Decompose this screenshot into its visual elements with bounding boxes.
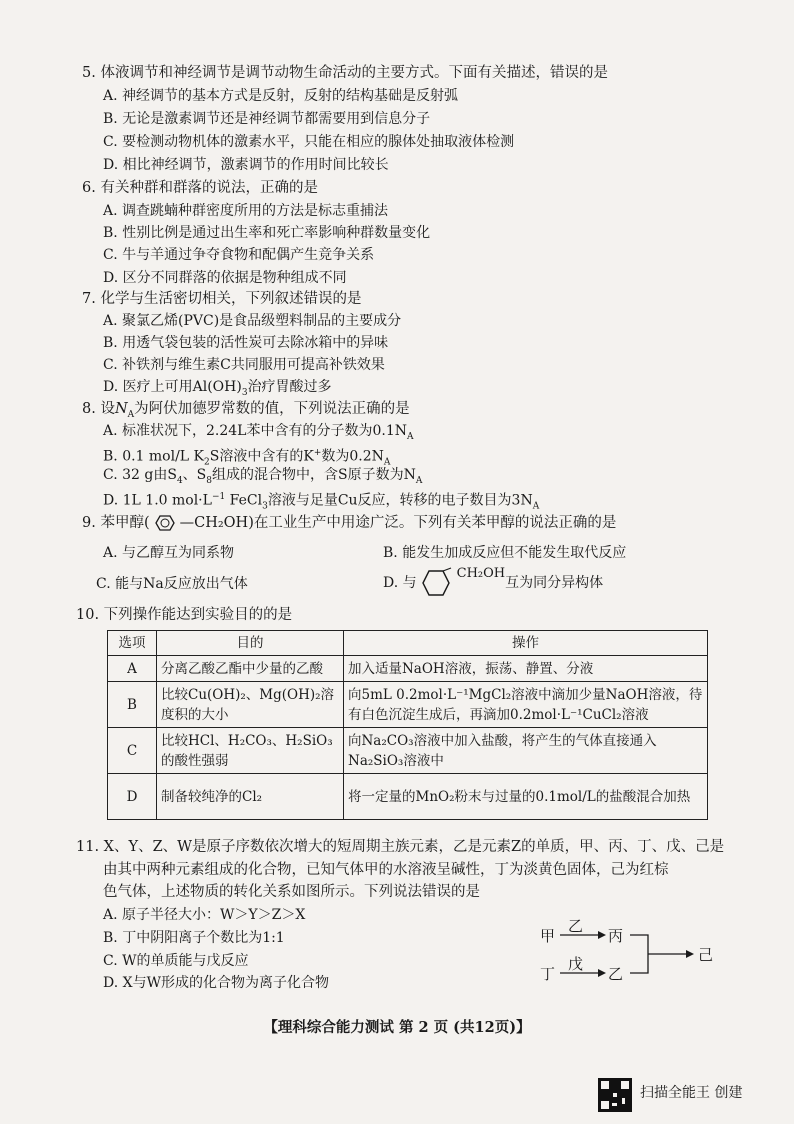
cyclohexane-ring-icon xyxy=(417,566,457,600)
question-5-option-b: B. 无论是激素调节还是神经调节都需要用到信息分子 xyxy=(103,111,431,127)
question-8-option-c: C. 32 g由$S_4$、$S_8$组成的混合物中，含S原子数为$N_A$ xyxy=(103,467,423,486)
question-9-option-c: C. 能与Na反应放出气体 xyxy=(96,576,248,592)
table-cell-goal: 比较HCl、H₂CO₃、H₂SiO₃的酸性强弱 xyxy=(157,728,344,774)
question-9-option-b: B. 能发生加成反应但不能发生取代反应 xyxy=(383,545,627,561)
diagram-wu: 戊 xyxy=(568,955,584,973)
scanner-watermark: 扫描全能王 创建 xyxy=(640,1085,743,1101)
question-5-option-a: A. 神经调节的基本方式是反射，反射的结构基础是反射弧 xyxy=(103,88,459,104)
table-cell-label: D xyxy=(108,774,157,820)
diagram-bing: 丙 xyxy=(608,927,624,945)
question-8-option-a: A. 标准状况下，2.24L苯中含有的分子数为$0.1N_A$ xyxy=(103,423,414,442)
page-footer: 【理科综合能力测试 第 2 页 (共12页)】 xyxy=(263,1019,531,1036)
table-header-goal: 目的 xyxy=(157,631,344,656)
question-11-option-c: C. W的单质能与戊反应 xyxy=(103,953,249,969)
table-header-option: 选项 xyxy=(108,631,157,656)
question-9-option-d: D. 与CH₂OH互为同分异构体 xyxy=(383,566,603,600)
question-8-option-b: B. 0.1 mol/L $K_2S$溶液中含有的K+数为$0.2N_A$ xyxy=(103,448,391,468)
diagram-ji: 己 xyxy=(698,946,714,964)
question-6-stem: 6. 有关种群和群落的说法，正确的是 xyxy=(82,180,318,196)
table-cell-operation: 向Na₂CO₃溶液中加入盐酸，将产生的气体直接通入Na₂SiO₃溶液中 xyxy=(344,728,708,774)
diagram-yi-bottom: 乙 xyxy=(608,965,624,983)
question-7-option-a: A. 聚氯乙烯(PVC)是食品级塑料制品的主要成分 xyxy=(103,313,402,329)
table-header-row xyxy=(108,631,708,656)
question-11-line-1: 11. X、Y、Z、W是原子序数依次增大的短周期主族元素，乙是元素Z的单质，甲、丙、丁、戊、己是 xyxy=(76,839,725,855)
diagram-yi-top: 乙 xyxy=(568,917,584,935)
conversion-diagram xyxy=(530,915,730,995)
table-cell-operation: 向5mL 0.2mol·L⁻¹MgCl₂溶液中滴加少量NaOH溶液，待有白色沉淀生成后，再滴加0.2mol·L⁻¹CuCl₂溶液 xyxy=(344,682,708,728)
table-row xyxy=(108,682,708,728)
question-5-stem: 5. 体液调节和神经调节是调节动物生命活动的主要方式。下面有关描述，错误的是 xyxy=(82,65,608,81)
table-cell-operation: 加入适量NaOH溶液，振荡、静置、分液 xyxy=(344,656,708,682)
table-row xyxy=(108,656,708,682)
table-header-operation: 操作 xyxy=(344,631,708,656)
question-6-option-a: A. 调查跳蝻种群密度所用的方法是标志重捕法 xyxy=(103,203,389,219)
diagram-jia: 甲 xyxy=(540,927,556,945)
table-row xyxy=(108,774,708,820)
question-11-option-b: B. 丁中阴阳离子个数比为1:1 xyxy=(103,930,285,946)
question-6-option-d: D. 区分不同群落的依据是物种组成不同 xyxy=(103,270,347,286)
question-8-stem: 8. 设$N_A$为阿伏加德罗常数的值，下列说法正确的是 xyxy=(82,401,410,420)
table-row xyxy=(108,728,708,774)
question-9-stem: 9. 苯甲醇( —CH₂OH)在工业生产中用途广泛。下列有关苯甲醇的说法正确的是 xyxy=(82,515,617,531)
question-9-option-a: A. 与乙醇互为同系物 xyxy=(103,545,235,561)
question-6-option-b: B. 性别比例是通过出生率和死亡率影响种群数量变化 xyxy=(103,225,431,241)
question-7-option-d: D. 医疗上可用$Al(OH)_3$治疗胃酸过多 xyxy=(103,379,332,398)
question-8-option-d: D. 1L 1.0 $mol\cdot L^{-1}$ FeCl$_3$溶液与足量Cu反应，转移的电子数目为$3N_A$ xyxy=(103,492,540,512)
question-11-option-d: D. X与W形成的化合物为离子化合物 xyxy=(103,975,329,991)
table-cell-goal: 比较Cu(OH)₂、Mg(OH)₂溶度积的大小 xyxy=(157,682,344,728)
question-10-stem: 10. 下列操作能达到实验目的的是 xyxy=(76,607,293,623)
question-6-option-c: C. 牛与羊通过争夺食物和配偶产生竞争关系 xyxy=(103,247,375,263)
question-5-option-d: D. 相比神经调节，激素调节的作用时间比较长 xyxy=(103,157,389,173)
table-cell-label: B xyxy=(108,682,157,728)
question-5-option-c: C. 要检测动物机体的激素水平，只能在相应的腺体处抽取液体检测 xyxy=(103,134,515,150)
question-11-option-a: A. 原子半径大小：W＞Y＞Z＞X xyxy=(103,907,306,923)
question-7-option-b: B. 用透气袋包装的活性炭可去除冰箱中的异味 xyxy=(103,335,389,351)
question-7-option-c: C. 补铁剂与维生素C共同服用可提高补铁效果 xyxy=(103,357,385,373)
table-cell-label: C xyxy=(108,728,157,774)
table-cell-goal: 分离乙酸乙酯中少量的乙酸 xyxy=(157,656,344,682)
experiment-table xyxy=(107,630,708,820)
table-cell-label: A xyxy=(108,656,157,682)
question-11-line-3: 色气体，上述物质的转化关系如图所示。下列说法错误的是 xyxy=(103,884,480,900)
table-cell-operation: 将一定量的MnO₂粉末与过量的0.1mol/L的盐酸混合加热 xyxy=(344,774,708,820)
question-11-line-2: 由其中两种元素组成的化合物，已知气体甲的水溶液呈碱性，丁为淡黄色固体，己为红棕 xyxy=(103,862,669,878)
benzene-ring-icon xyxy=(150,514,180,532)
diagram-ding: 丁 xyxy=(540,965,556,983)
question-7-stem: 7. 化学与生活密切相关，下列叙述错误的是 xyxy=(82,291,362,307)
qr-code-icon xyxy=(598,1078,632,1112)
table-cell-goal: 制备较纯净的Cl₂ xyxy=(157,774,344,820)
